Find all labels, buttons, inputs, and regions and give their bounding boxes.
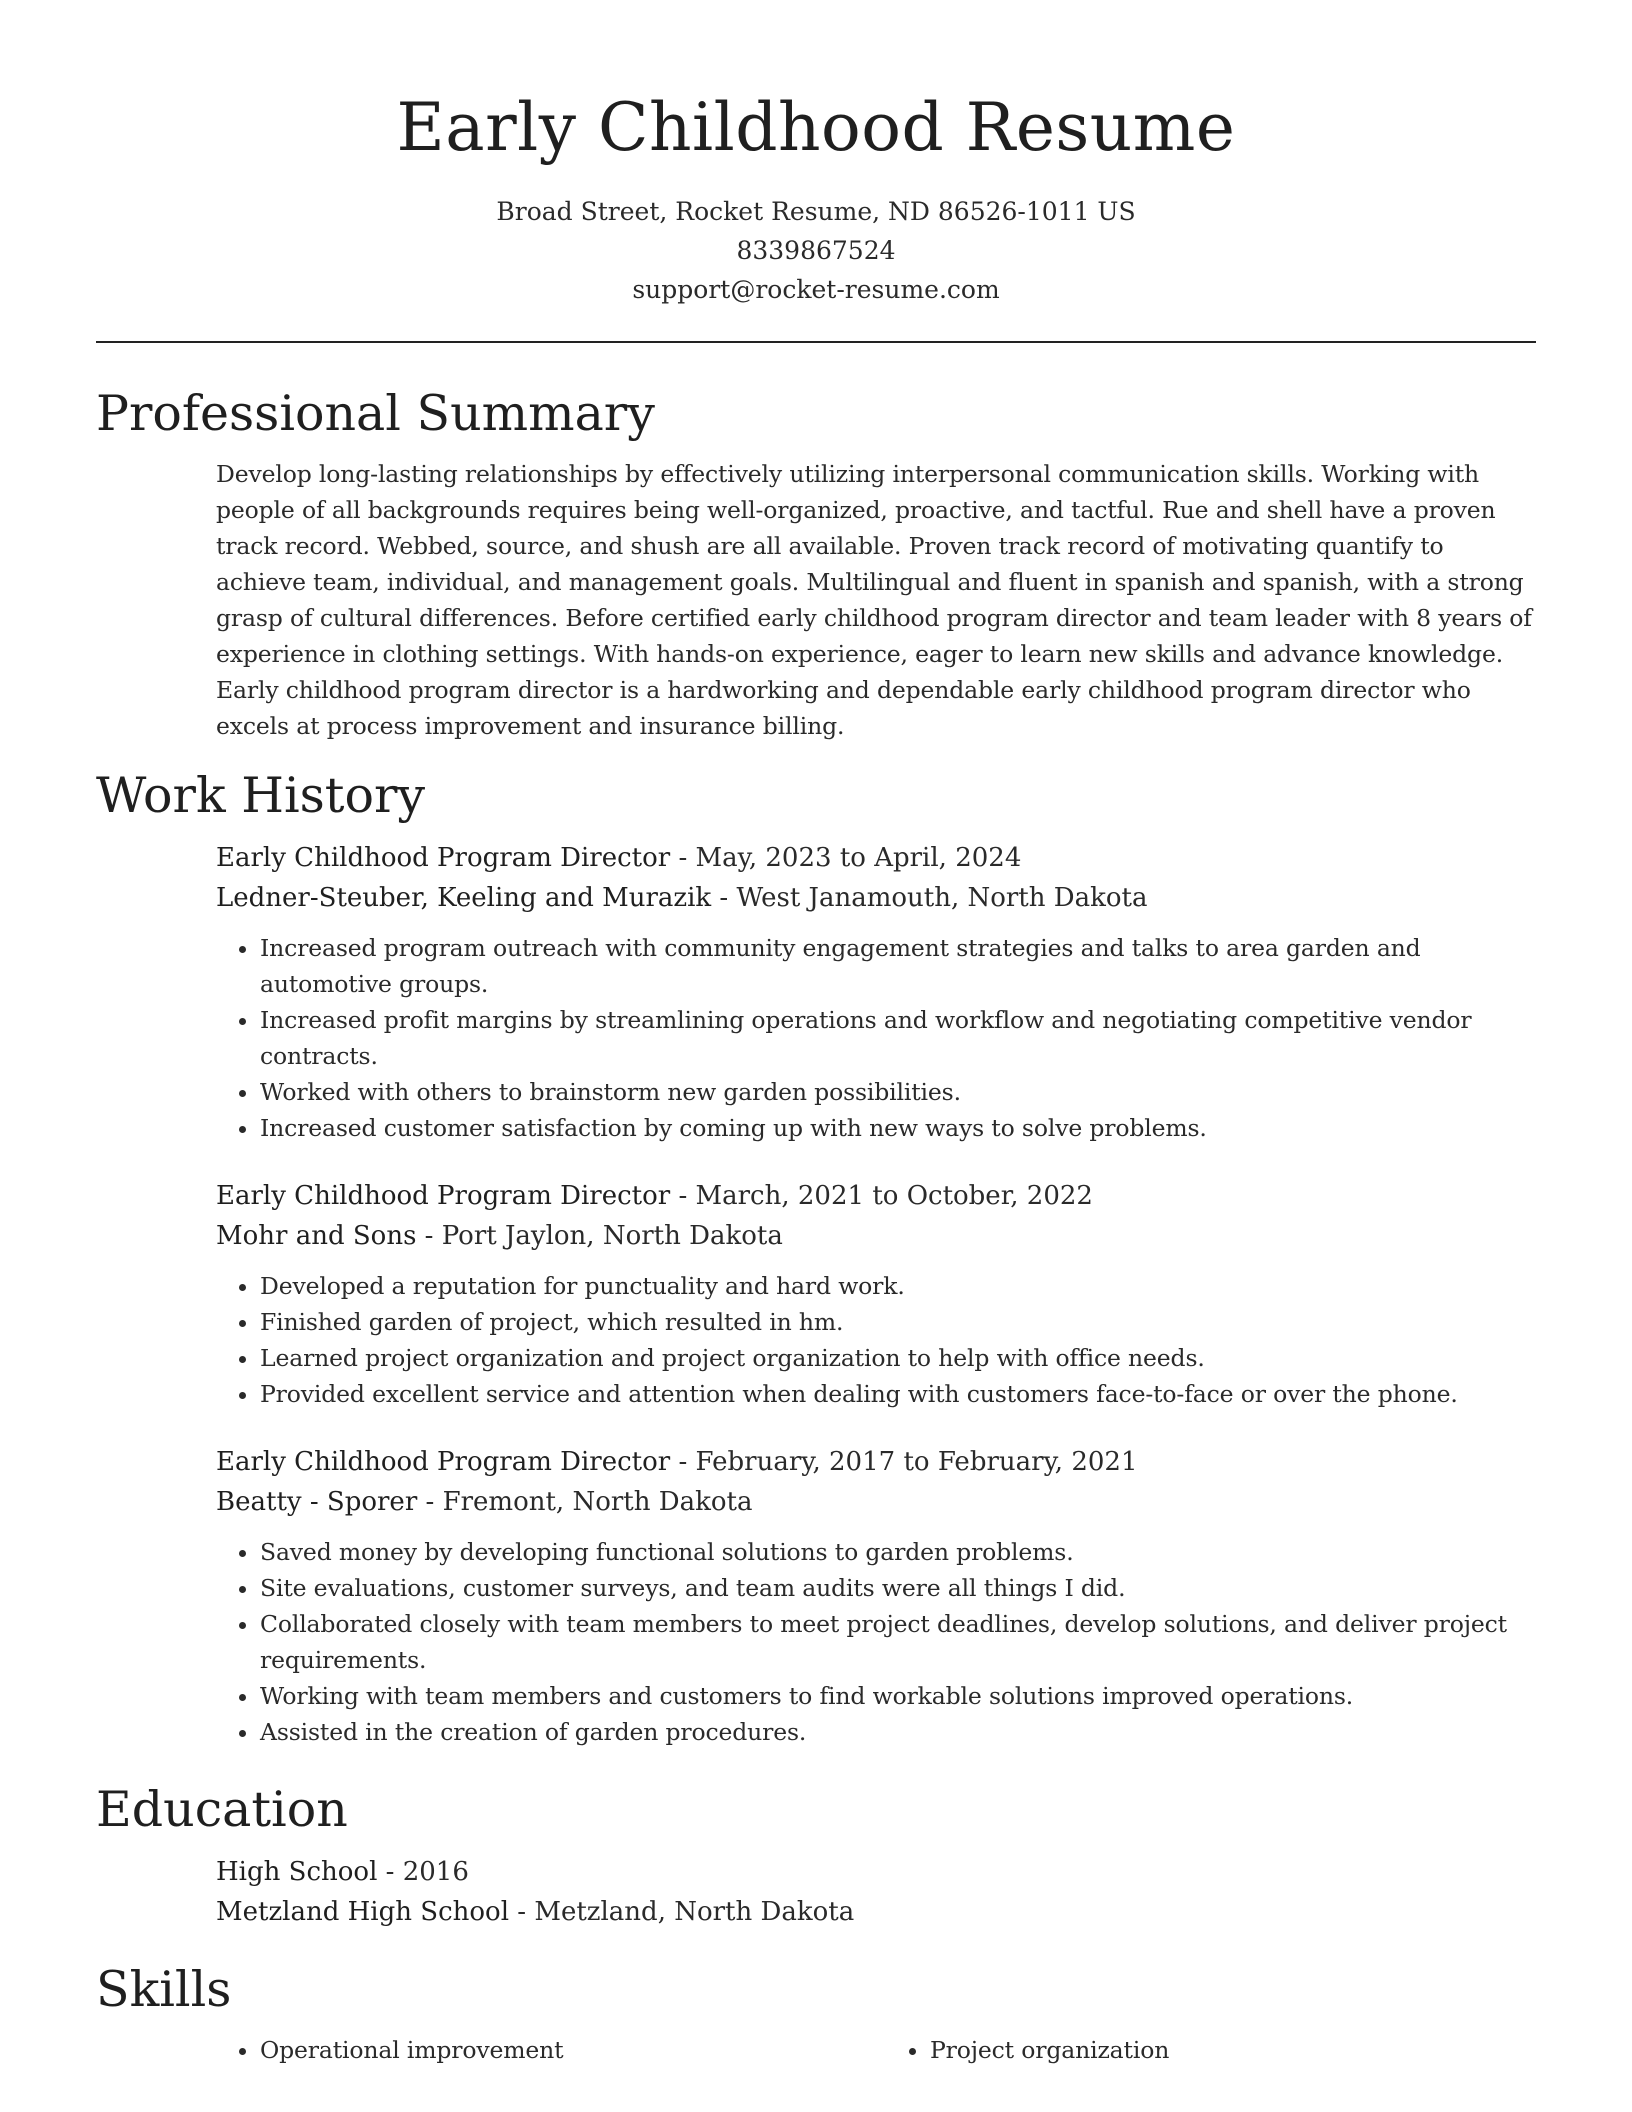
header-divider (96, 341, 1536, 343)
resume-header (0, 0, 1632, 309)
education-degree: High School (216, 1857, 378, 1887)
job-bullets (216, 1268, 1536, 1412)
job-role: Early Childhood Program Director (216, 1181, 671, 1211)
job-company-line (216, 878, 1536, 918)
job-dates: - March, 2021 to October, 2022 (670, 1181, 1093, 1211)
job-company: Ledner-Steuber, Keeling and Murazik (216, 883, 712, 913)
work-history-section (96, 766, 1536, 1750)
contact-phone: 8339867524 (736, 236, 896, 265)
job-entry (216, 1176, 1536, 1412)
resume-name: Early Childhood Resume (396, 89, 1236, 166)
section-title-skills: Skills (96, 1961, 232, 2018)
list-item: • Increased profit margins by streamlining operations and workflow and negotiating competitive vendor contracts. (260, 1002, 1536, 1074)
skills-right-column (886, 2032, 1536, 2068)
job-title-line (216, 1442, 1536, 1482)
list-item: • Working with team members and customers to find workable solutions improved operations. (260, 1678, 1536, 1714)
job-company-line (216, 1482, 1536, 1522)
list-item: • Developed a reputation for punctuality and hard work. (260, 1268, 1536, 1304)
job-bullets (216, 1534, 1536, 1750)
contact-block (0, 192, 1632, 309)
job-entry (216, 838, 1536, 1146)
section-title-education: Education (96, 1781, 348, 1838)
contact-address: Broad Street, Rocket Resume, ND 86526-1011 US (496, 197, 1136, 226)
list-item: • Saved money by developing functional solutions to garden problems. (260, 1534, 1536, 1570)
resume-content (96, 384, 1536, 2068)
job-title-line (216, 838, 1536, 878)
skills-left-column (216, 2032, 866, 2068)
contact-email: support@rocket-resume.com (632, 275, 1000, 304)
summary-section (96, 384, 1536, 744)
education-school: Metzland High School (216, 1897, 510, 1927)
job-company: Beatty - Sporer (216, 1487, 418, 1517)
skill-item: • Project organization (930, 2032, 1536, 2068)
list-item: • Finished garden of project, which resulted in hm. (260, 1304, 1536, 1340)
education-location: - Metzland, North Dakota (509, 1897, 855, 1927)
job-bullets (216, 930, 1536, 1146)
list-item: • Increased customer satisfaction by coming up with new ways to solve problems. (260, 1110, 1536, 1146)
job-role: Early Childhood Program Director (216, 843, 671, 873)
section-title-work-history: Work History (96, 767, 426, 824)
job-title-line (216, 1176, 1536, 1216)
job-entry (216, 1442, 1536, 1750)
section-title-summary: Professional Summary (96, 385, 655, 442)
job-dates: - May, 2023 to April, 2024 (670, 843, 1022, 873)
education-section (96, 1780, 1536, 1932)
list-item: • Site evaluations, customer surveys, and team audits were all things I did. (260, 1570, 1536, 1606)
job-location: - West Janamouth, North Dakota (711, 883, 1148, 913)
skill-item: • Operational improvement (260, 2032, 866, 2068)
list-item: • Increased program outreach with community engagement strategies and talks to area garden and automotive groups. (260, 930, 1536, 1002)
list-item: • Assisted in the creation of garden procedures. (260, 1714, 1536, 1750)
list-item: • Learned project organization and project organization to help with office needs. (260, 1340, 1536, 1376)
skills-grid (216, 2032, 1536, 2068)
job-company: Mohr and Sons (216, 1221, 417, 1251)
list-item: • Provided excellent service and attention when dealing with customers face-to-face or over the phone. (260, 1376, 1536, 1412)
job-dates: - February, 2017 to February, 2021 (670, 1447, 1138, 1477)
list-item: • Collaborated closely with team members to meet project deadlines, develop solutions, and deliver project requirements. (260, 1606, 1536, 1678)
job-role: Early Childhood Program Director (216, 1447, 671, 1477)
job-company-line (216, 1216, 1536, 1256)
education-degree-line (216, 1852, 1536, 1892)
skills-section (96, 1960, 1536, 2068)
list-item: • Worked with others to brainstorm new garden possibilities. (260, 1074, 1536, 1110)
education-year: - 2016 (377, 1857, 469, 1887)
job-location: - Port Jaylon, North Dakota (416, 1221, 783, 1251)
summary-text: Develop long-lasting relationships by effectively utilizing interpersonal communication skills. Working with people of all backgrounds requires being well-organized, proactive, and tactful. Rue and shell have a proven track record. Webbed, source, and shush are all available. Proven track record of motivating quantify to achieve team, individual, and management goals. Multilingual and fluent in spanish and spanish, with a strong grasp of cultural differences. Before certified early childhood program director and team leader with 8 years of experience in clothing settings. With hands-on experience, eager to learn new skills and advance knowledge. Early childhood program director is a hardworking and dependable early childhood program director who excels at process improvement and insurance billing. (216, 460, 1532, 740)
job-location: - Fremont, North Dakota (417, 1487, 753, 1517)
education-school-line (216, 1892, 1536, 1932)
